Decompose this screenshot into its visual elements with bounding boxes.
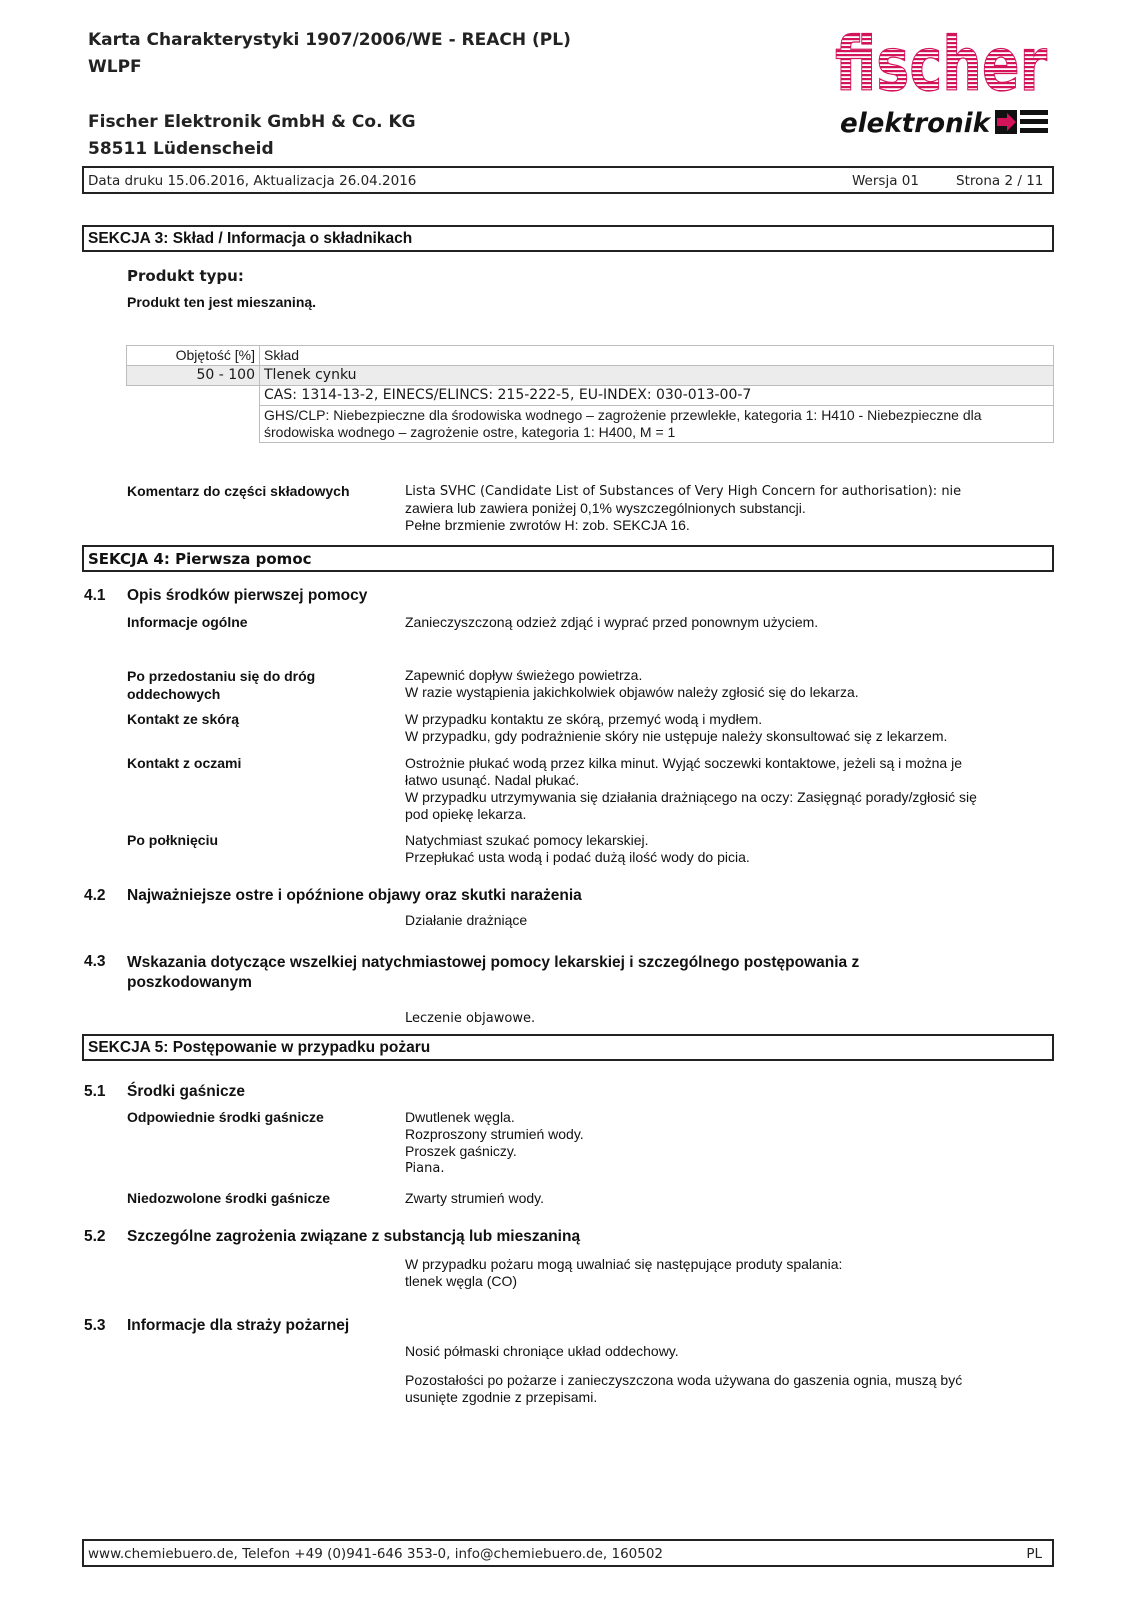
table-row (127, 366, 1054, 386)
print-update-dates: Data druku 15.06.2016, Aktualizacja 26.04.2016 (88, 173, 417, 189)
table-row (127, 386, 1054, 406)
version: Wersja 01 (852, 173, 919, 189)
page-number: Strona 2 / 11 (956, 173, 1044, 189)
col-header-volume: Objętość [%] (127, 346, 260, 366)
subsection-number: 5.2 (84, 1228, 106, 1245)
eye-contact-label: Kontakt z oczami (127, 755, 242, 771)
section-5-header (82, 1034, 1054, 1061)
components-comment-label: Komentarz do części składowych (127, 483, 350, 499)
company-name: Fischer Elektronik GmbH & Co. KG (88, 112, 416, 132)
logo-word-fischer: fischer (835, 22, 1048, 108)
subsection-number: 4.1 (84, 587, 106, 604)
symptoms-text: Działanie drażniące (405, 912, 528, 928)
cell-volume: 50 - 100 (127, 366, 260, 386)
unsuitable-media-label: Niedozwolone środki gaśnicze (127, 1190, 331, 1206)
skin-contact-label: Kontakt ze skórą (127, 711, 240, 727)
special-hazards-text: W przypadku pożaru mogą uwalniać się następujące produty spalania: tlenek węgla (CO) (405, 1256, 843, 1289)
section-3-title: SEKCJA 3: Skład / Informacja o składnikach (88, 230, 413, 247)
firefighter-advice-text-1: Nosić półmaski chroniące układ oddechowy. (405, 1343, 679, 1359)
suitable-media-label: Odpowiednie środki gaśnicze (127, 1109, 324, 1125)
general-info-text: Zanieczyszczoną odzież zdjąć i wyprać przed ponownym użyciem. (405, 614, 819, 630)
meta-bar (82, 166, 1054, 194)
subsection-4-1-title: Opis środków pierwszej pomocy (127, 587, 368, 604)
product-name: WLPF (88, 57, 142, 77)
composition-table (126, 345, 1054, 443)
section-4-title: SEKCJA 4: Pierwsza pomoc (88, 550, 312, 568)
subsection-5-2-title: Szczególne zagrożenia związane z substancją lub mieszaniną (127, 1228, 581, 1245)
subsection-4-3-title: Wskazania dotyczące wszelkiej natychmiastowej pomocy lekarskiej i szczególnego postępowania z poszkodowanym (127, 954, 860, 991)
subsection-5-1-title: Środki gaśnicze (127, 1083, 246, 1100)
logo-word-elektronik: elektronik (840, 108, 992, 139)
subsection-4-2-title: Najważniejsze ostre i opóźnione objawy oraz skutki narażenia (127, 887, 582, 904)
general-info-label: Informacje ogólne (127, 614, 248, 630)
subsection-5-3-title: Informacje dla straży pożarnej (127, 1317, 350, 1334)
section-5-title: SEKCJA 5: Postępowanie w przypadku pożaru (88, 1039, 431, 1056)
product-type-text: Produkt ten jest mieszaniną. (127, 294, 317, 310)
unsuitable-media-text: Zwarty strumień wody. (405, 1190, 544, 1206)
footer-contact: www.chemiebuero.de, Telefon +49 (0)941-646 353-0, info@chemiebuero.de, 160502 (88, 1546, 664, 1562)
subsection-number: 5.3 (84, 1317, 106, 1334)
section-3-header (82, 225, 1054, 252)
product-type-label: Produkt typu: (127, 267, 244, 285)
firefighter-advice-text-2: Pozostałości po pożarze i zanieczyszczona woda używana do gaszenia ognia, muszą być usunięte zgodnie z przepisami. (405, 1372, 963, 1405)
footer-language: PL (1026, 1546, 1042, 1562)
suitable-media-text: Dwutlenek węgla. Rozproszony strumień wody. Proszek gaśniczy. Piana. (405, 1109, 584, 1176)
document-title: Karta Charakterystyki 1907/2006/WE - REACH (PL) (88, 30, 571, 50)
fischer-logo (835, 22, 1050, 108)
col-header-composition: Skład (260, 346, 1054, 366)
ingestion-text: Natychmiast szukać pomocy lekarskiej. Przepłukać usta wodą i podać dużą ilość wody do picia. (405, 832, 750, 865)
subsection-number: 5.1 (84, 1083, 106, 1100)
table-header-row (127, 346, 1054, 366)
skin-contact-text: W przypadku kontaktu ze skórą, przemyć wodą i mydłem. W przypadku, gdy podrażnienie skóry nie ustępuje należy skonsultować się z lekarzem. (405, 711, 948, 744)
elektronik-logo (840, 107, 1052, 142)
cell-identifiers: CAS: 1314-13-2, EINECS/ELINCS: 215-222-5, EU-INDEX: 030-013-00-7 (260, 386, 1054, 406)
components-comment-text: Lista SVHC (Candidate List of Substances of Very High Concern for authorisation): nie zawiera lub zawiera poniżej 0,1% wyszczególnionych substancji. Pełne brzmienie zwrotów H: zob. SEKCJA 16. (405, 484, 962, 533)
subsection-number: 4.2 (84, 887, 106, 904)
table-row (127, 406, 1054, 443)
inhalation-text: Zapewnić dopływ świeżego powietrza. W razie wystąpienia jakichkolwiek objawów należy zgłosić się do lekarza. (405, 667, 859, 700)
cell-substance-name: Tlenek cynku (260, 366, 1054, 386)
cell-ghs-classification: GHS/CLP: Niebezpieczne dla środowiska wodnego – zagrożenie przewlekłe, kategoria 1: H410 - Niebezpieczne dla środowiska wodnego – zagrożenie ostre, kategoria 1: H400, M = 1 (260, 406, 1054, 443)
inhalation-label: Po przedostaniu się do dróg oddechowych (127, 668, 316, 702)
company-city: 58511 Lüdenscheid (88, 139, 274, 159)
eye-contact-text: Ostrożnie płukać wodą przez kilka minut. Wyjąć soczewki kontaktowe, jeżeli są i można je łatwo usunąć. Nadal płukać. W przypadku utrzymywania się działania drażniącego na oczy: Zasięgnąć porady/zgłosić się pod opiekę lekarza. (405, 755, 977, 822)
section-4-header (82, 545, 1054, 572)
ingestion-label: Po połknięciu (127, 832, 219, 848)
subsection-number: 4.3 (84, 953, 106, 970)
footer-bar (82, 1539, 1054, 1567)
treatment-text: Leczenie objawowe. (405, 1011, 536, 1026)
